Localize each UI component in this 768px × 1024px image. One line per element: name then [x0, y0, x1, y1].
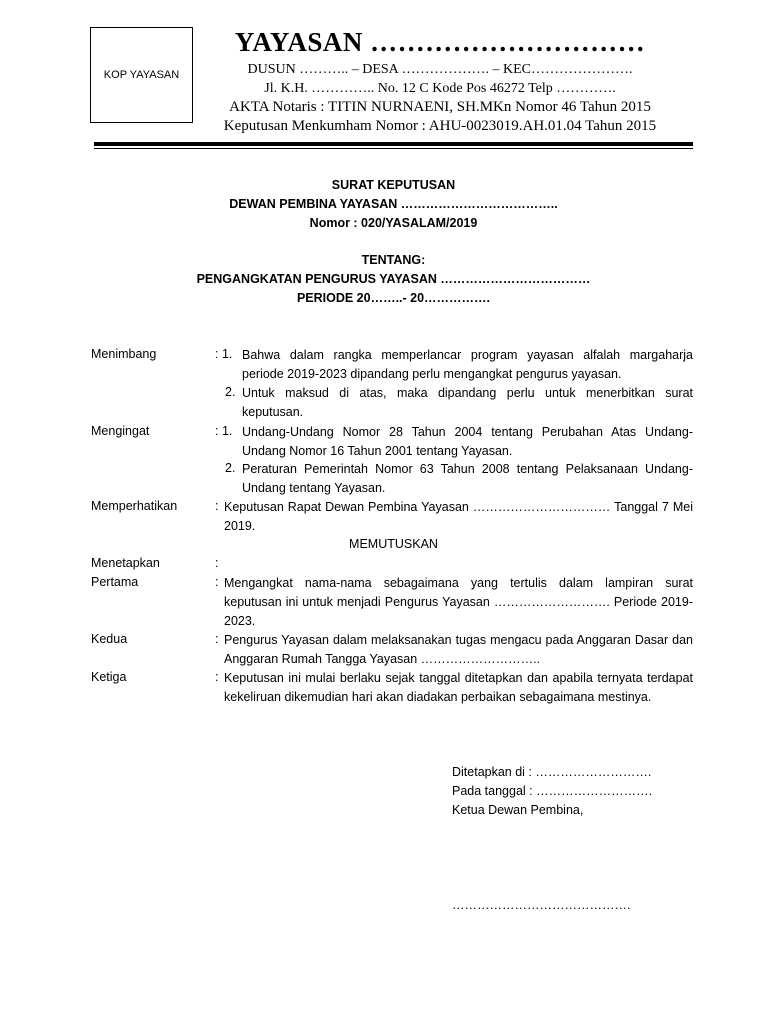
- menimbang-item-2: Untuk maksud di atas, maka dipandang perlu untuk menerbitkan surat keputusan.: [242, 386, 693, 419]
- label-kedua: Kedua: [91, 632, 128, 646]
- kedua-text: Pengurus Yayasan dalam melaksanakan tugas mengacu pada Anggaran Dasar dan Anggaran Rumah Tangga Yayasan ………………………..: [224, 633, 693, 666]
- doc-heading-board: DEWAN PEMBINA YAYASAN ………………………………..: [229, 197, 558, 211]
- colon-pertama: :: [215, 575, 219, 589]
- doc-heading-period: PERIODE 20……..- 20…………….: [296, 291, 491, 305]
- colon-menimbang: : 1.: [215, 347, 233, 361]
- label-menetapkan: Menetapkan: [91, 556, 160, 570]
- ketiga-text: Keputusan ini mulai berlaku sejak tanggal ditetapkan dan apabila ternyata terdapat kekeliruan dikemudian hari akan diadakan perbaikan sebagaimana mestinya.: [224, 671, 693, 704]
- mengingat-num-2: 2.: [225, 461, 236, 475]
- mengingat-item-2: Peraturan Pemerintah Nomor 63 Tahun 2008 tentang Pelaksanaan Undang-Undang tentang Yayasan.: [242, 462, 693, 495]
- memperhatikan-text: Keputusan Rapat Dewan Pembina Yayasan …………………………… Tanggal 7 Mei 2019.: [224, 500, 693, 533]
- address-line-street: Jl. K.H. ………….. No. 12 C Kode Pos 46272 Telp ………….: [264, 81, 616, 96]
- doc-heading-number: Nomor : 020/YASALAM/2019: [309, 216, 478, 230]
- ministry-decree-line: Keputusan Menkumham Nomor : AHU-0023019.AH.01.04 Tahun 2015: [223, 118, 657, 134]
- kop-yayasan-box: [90, 27, 193, 123]
- menimbang-item-1: Bahwa dalam rangka memperlancar program yayasan alfalah margaharja periode 2019-2023 dipandang perlu mengangkat pengurus yayasan.: [242, 348, 693, 381]
- header-rule-thick: [94, 142, 693, 146]
- label-pertama: Pertama: [91, 575, 139, 589]
- address-line-village: DUSUN ……….. – DESA ………………. – KEC………………….: [247, 62, 633, 77]
- notary-deed-line: AKTA Notaris : TITIN NURNAENI, SH.MKn Nomor 46 Tahun 2015: [229, 99, 651, 115]
- kop-yayasan-label: KOP YAYASAN: [103, 69, 180, 81]
- colon-memperhatikan: :: [215, 499, 219, 513]
- label-memperhatikan: Memperhatikan: [91, 499, 178, 513]
- memutuskan-heading: MEMUTUSKAN: [349, 537, 438, 551]
- signature-date: Pada tanggal : ……………………….: [452, 784, 653, 798]
- doc-heading-tentang: TENTANG:: [361, 253, 426, 267]
- header-rule-thin: [94, 148, 693, 149]
- foundation-title: YAYASAN …………………………: [234, 27, 646, 57]
- signature-place: Ditetapkan di : ……………………….: [452, 765, 652, 779]
- label-ketiga: Ketiga: [91, 670, 127, 684]
- mengingat-item-1: Undang-Undang Nomor 28 Tahun 2004 tentang Perubahan Atas Undang-Undang Nomor 16 Tahun 2001 tentang Yayasan.: [242, 425, 693, 458]
- colon-mengingat: : 1.: [215, 424, 233, 438]
- signature-name-blank: …………………………………….: [452, 898, 631, 912]
- doc-heading-subject: PENGANGKATAN PENGURUS YAYASAN ………………………………: [196, 272, 591, 286]
- colon-ketiga: :: [215, 670, 219, 684]
- signature-position: Ketua Dewan Pembina,: [452, 803, 584, 817]
- label-menimbang: Menimbang: [91, 347, 157, 361]
- menimbang-num-2: 2.: [225, 385, 236, 399]
- colon-menetapkan: :: [215, 556, 219, 570]
- colon-kedua: :: [215, 632, 219, 646]
- label-mengingat: Mengingat: [91, 424, 150, 438]
- pertama-text: Mengangkat nama-nama sebagaimana yang tertulis dalam lampiran surat keputusan ini untuk menjadi Pengurus Yayasan ………………………. Periode 2019-2023.: [224, 576, 693, 628]
- doc-heading-sk: SURAT KEPUTUSAN: [331, 178, 456, 192]
